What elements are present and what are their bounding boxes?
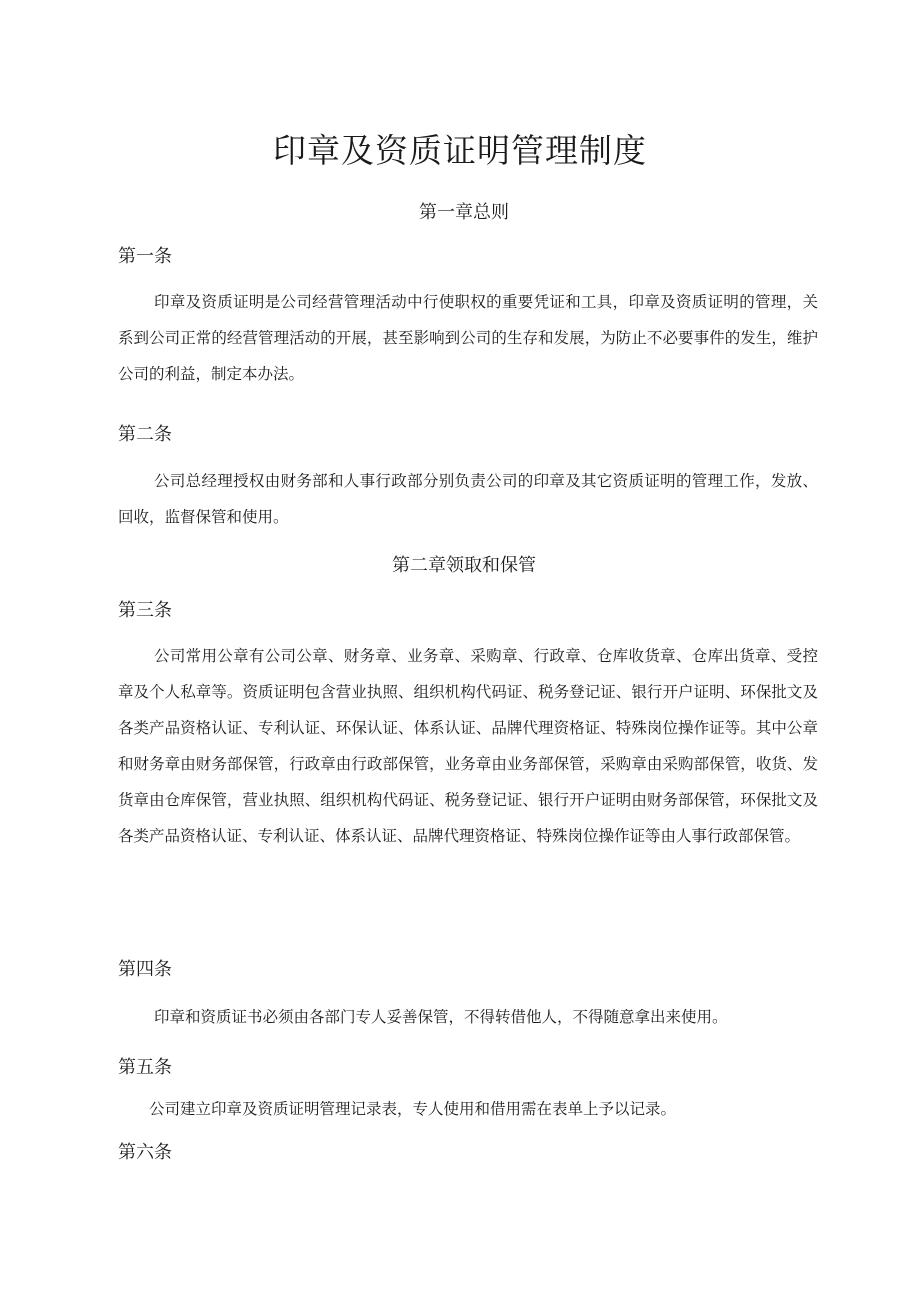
chapter-heading-1: 第一章总则	[419, 202, 509, 223]
article-label-6: 第六条	[118, 1142, 172, 1163]
document-title: 印章及资质证明管理制度	[273, 131, 647, 170]
article-text-3: 公司常用公章有公司公章、财务章、业务章、采购章、行政章、仓库收货章、仓库出货章、受控章及个人私章等。资质证明包含营业执照、组织机构代码证、税务登记证、银行开户证明、环保批文及各类产品资格认证、专利认证、环保认证、体系认证、品牌代理资格证、特殊岗位操作证等。其中公章和财务章由财务部保管，行政章由行政部保管，业务章由业务部保管，采购章由采购部保管，收货、发货章由仓库保管，营业执照、组织机构代码证、税务登记证、银行开户证明由财务部保管，环保批文及各类产品资格认证、专利认证、体系认证、品牌代理资格证、特殊岗位操作证等由人事行政部保管。	[118, 647, 818, 845]
article-text-1: 印章及资质证明是公司经营管理活动中行使职权的重要凭证和工具，印章及资质证明的管理，关系到公司正常的经营管理活动的开展，甚至影响到公司的生存和发展，为防止不必要事件的发生，维护公司的利益，制定本办法。	[118, 293, 818, 383]
chapter-heading-2: 第二章领取和保管	[392, 555, 536, 576]
article-text-4: 印章和资质证书必须由各部门专人妥善保管，不得转借他人，不得随意拿出来使用。	[154, 1008, 728, 1026]
article-label-4: 第四条	[118, 959, 172, 980]
article-label-1: 第一条	[118, 246, 172, 267]
article-text-2: 公司总经理授权由财务部和人事行政部分别负责公司的印章及其它资质证明的管理工作，发放、回收，监督保管和使用。	[118, 472, 818, 526]
article-label-3: 第三条	[118, 600, 172, 621]
article-text-5: 公司建立印章及资质证明管理记录表，专人使用和借用需在表单上予以记录。	[149, 1100, 677, 1118]
article-label-5: 第五条	[118, 1057, 172, 1078]
article-label-2: 第二条	[118, 424, 172, 445]
